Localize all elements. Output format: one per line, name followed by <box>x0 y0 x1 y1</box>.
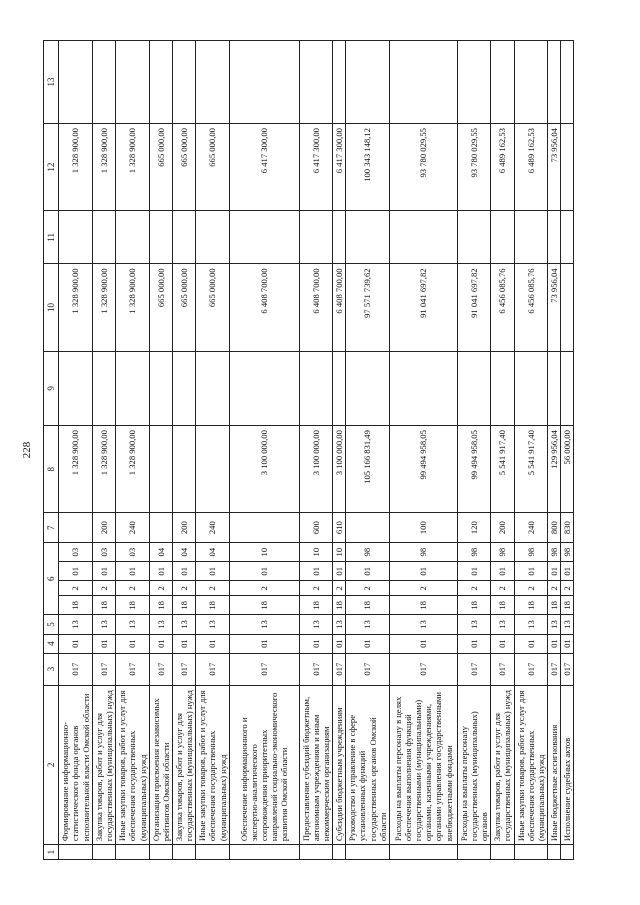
cell-c5: 13 <box>229 615 299 634</box>
cell-c13 <box>547 41 560 124</box>
column-header: 6 <box>44 543 59 615</box>
cell-c12: 665 000,00 <box>149 124 172 211</box>
cell-c6b: 2 <box>491 581 514 596</box>
cell-c4: 01 <box>116 634 149 653</box>
cell-c13 <box>299 41 332 124</box>
cell-c6b: 2 <box>116 581 149 596</box>
row-cell-empty <box>346 845 390 860</box>
row-cell-empty <box>514 845 547 860</box>
cell-c13 <box>149 41 172 124</box>
cell-c6a: 18 <box>59 596 93 615</box>
cell-c4: 01 <box>93 634 116 653</box>
cell-c3: 017 <box>491 653 514 685</box>
cell-c7: 120 <box>457 513 490 543</box>
cell-c6b: 2 <box>59 581 93 596</box>
cell-c6c: 01 <box>116 562 149 581</box>
row-name: Формирование информационно-статистического фонда органов исполнительной власти Омской области <box>59 685 93 845</box>
cell-c3: 017 <box>59 653 93 685</box>
cell-c5: 13 <box>149 615 172 634</box>
cell-c6a: 18 <box>196 596 229 615</box>
cell-c6a: 18 <box>116 596 149 615</box>
column-header: 7 <box>44 513 59 543</box>
row-name: Организация присвоения независимых рейтингов Омской области <box>149 685 172 845</box>
cell-c10: 97 571 739,62 <box>346 264 390 351</box>
cell-c6d: 03 <box>59 543 93 562</box>
cell-c10: 1 328 900,00 <box>93 264 116 351</box>
cell-c6d: 98 <box>389 543 457 562</box>
cell-c6a: 18 <box>547 596 560 615</box>
cell-c6c: 01 <box>196 562 229 581</box>
cell-c9 <box>149 351 172 425</box>
cell-c11 <box>93 211 116 264</box>
cell-c3: 017 <box>229 653 299 685</box>
cell-c12: 6 417 300,00 <box>229 124 299 211</box>
cell-c6d: 03 <box>93 543 116 562</box>
cell-c9 <box>172 351 195 425</box>
cell-c8: 3 100 000,00 <box>333 426 346 513</box>
table-row <box>561 41 574 860</box>
row-cell-empty <box>149 845 172 860</box>
row-name: Закупка товаров, работ и услуг для государственных (муниципальных) нужд <box>491 685 514 845</box>
cell-c10: 665 000,00 <box>172 264 195 351</box>
cell-c11 <box>514 211 547 264</box>
table-row <box>333 41 346 860</box>
cell-c8: 1 328 900,00 <box>59 426 93 513</box>
cell-c8: 1 328 900,00 <box>93 426 116 513</box>
row-name: Закупка товаров, работ и услуг для государственных (муниципальных) нужд <box>93 685 116 845</box>
cell-c12: 93 780 029,55 <box>457 124 490 211</box>
cell-c4: 01 <box>547 634 560 653</box>
cell-c6d: 04 <box>196 543 229 562</box>
cell-c11 <box>299 211 332 264</box>
row-cell-empty <box>59 845 93 860</box>
cell-c12: 665 000,00 <box>196 124 229 211</box>
cell-c6b: 2 <box>333 581 346 596</box>
cell-c11 <box>172 211 195 264</box>
cell-c9 <box>196 351 229 425</box>
column-header: 9 <box>44 351 59 425</box>
cell-c3: 017 <box>333 653 346 685</box>
cell-c7: 200 <box>93 513 116 543</box>
cell-c10: 1 328 900,00 <box>116 264 149 351</box>
cell-c13 <box>196 41 229 124</box>
cell-c6c: 01 <box>389 562 457 581</box>
cell-c11 <box>149 211 172 264</box>
cell-c6d: 98 <box>561 543 574 562</box>
cell-c7 <box>149 513 172 543</box>
cell-c8 <box>196 426 229 513</box>
cell-c12 <box>561 124 574 211</box>
cell-c11 <box>229 211 299 264</box>
table-row <box>547 41 560 860</box>
cell-c6d: 03 <box>116 543 149 562</box>
cell-c12: 100 343 148,12 <box>346 124 390 211</box>
cell-c13 <box>457 41 490 124</box>
cell-c6c: 01 <box>59 562 93 581</box>
cell-c12: 1 328 900,00 <box>59 124 93 211</box>
column-header: 12 <box>44 124 59 211</box>
row-cell-empty <box>172 845 195 860</box>
cell-c4: 01 <box>149 634 172 653</box>
cell-c8: 105 166 831,49 <box>346 426 390 513</box>
cell-c3: 017 <box>561 653 574 685</box>
cell-c3: 017 <box>457 653 490 685</box>
cell-c5: 13 <box>172 615 195 634</box>
cell-c13 <box>333 41 346 124</box>
cell-c4: 01 <box>491 634 514 653</box>
cell-c12: 93 780 029,55 <box>389 124 457 211</box>
cell-c6b: 2 <box>457 581 490 596</box>
cell-c9 <box>59 351 93 425</box>
cell-c3: 017 <box>514 653 547 685</box>
cell-c8: 5 541 917,40 <box>491 426 514 513</box>
table-row <box>229 41 299 860</box>
table-body <box>59 41 574 860</box>
cell-c6a: 18 <box>389 596 457 615</box>
cell-c6c: 01 <box>149 562 172 581</box>
cell-c7 <box>229 513 299 543</box>
cell-c13 <box>514 41 547 124</box>
table-row <box>514 41 547 860</box>
cell-c8 <box>172 426 195 513</box>
row-name: Иные бюджетные ассигнования <box>547 685 560 845</box>
cell-c6b: 2 <box>93 581 116 596</box>
row-cell-empty <box>561 845 574 860</box>
cell-c11 <box>346 211 390 264</box>
cell-c6a: 18 <box>457 596 490 615</box>
cell-c4: 01 <box>333 634 346 653</box>
table-row <box>457 41 490 860</box>
cell-c6b: 2 <box>389 581 457 596</box>
cell-c6d: 98 <box>491 543 514 562</box>
table-row <box>59 41 93 860</box>
cell-c8: 3 100 000,00 <box>299 426 332 513</box>
cell-c5: 13 <box>333 615 346 634</box>
cell-c9 <box>116 351 149 425</box>
budget-table <box>43 40 574 860</box>
cell-c13 <box>389 41 457 124</box>
row-cell-empty <box>229 845 299 860</box>
cell-c6a: 18 <box>93 596 116 615</box>
cell-c12: 6 417 300,00 <box>299 124 332 211</box>
cell-c8: 1 328 900,00 <box>116 426 149 513</box>
table-row <box>299 41 332 860</box>
cell-c7: 100 <box>389 513 457 543</box>
cell-c5: 13 <box>346 615 390 634</box>
cell-c13 <box>93 41 116 124</box>
cell-c6d: 04 <box>172 543 195 562</box>
page-number: 228 <box>21 441 33 459</box>
row-cell-empty <box>93 845 116 860</box>
cell-c11 <box>333 211 346 264</box>
cell-c6d: 98 <box>457 543 490 562</box>
cell-c6c: 01 <box>333 562 346 581</box>
cell-c13 <box>346 41 390 124</box>
cell-c10: 665 000,00 <box>196 264 229 351</box>
row-cell-empty <box>457 845 490 860</box>
column-header: 1 <box>44 845 59 860</box>
cell-c12: 6 489 162,53 <box>491 124 514 211</box>
table-row <box>491 41 514 860</box>
cell-c11 <box>547 211 560 264</box>
cell-c6d: 10 <box>333 543 346 562</box>
cell-c13 <box>491 41 514 124</box>
cell-c6d: 10 <box>229 543 299 562</box>
cell-c6c: 01 <box>514 562 547 581</box>
cell-c8 <box>149 426 172 513</box>
cell-c7: 240 <box>196 513 229 543</box>
cell-c13 <box>172 41 195 124</box>
cell-c10: 6 408 700,00 <box>333 264 346 351</box>
cell-c6b: 2 <box>149 581 172 596</box>
column-header: 13 <box>44 41 59 124</box>
cell-c6c: 01 <box>299 562 332 581</box>
cell-c6b: 2 <box>346 581 390 596</box>
cell-c9 <box>457 351 490 425</box>
cell-c5: 13 <box>547 615 560 634</box>
row-name: Закупка товаров, работ и услуг для государственных (муниципальных) нужд <box>172 685 195 845</box>
cell-c5: 13 <box>116 615 149 634</box>
row-name: Руководство и управление в сфере установленных функций государственных органов Омской области <box>346 685 390 845</box>
cell-c4: 01 <box>561 634 574 653</box>
cell-c11 <box>491 211 514 264</box>
row-cell-empty <box>547 845 560 860</box>
cell-c9 <box>389 351 457 425</box>
cell-c6a: 18 <box>299 596 332 615</box>
table-row <box>389 41 457 860</box>
column-header: 10 <box>44 264 59 351</box>
cell-c6c: 01 <box>172 562 195 581</box>
cell-c9 <box>547 351 560 425</box>
column-header: 8 <box>44 426 59 513</box>
row-name: Иные закупки товаров, работ и услуг для обеспечения государственных (муниципальных) нужд <box>116 685 149 845</box>
cell-c8: 56 000,00 <box>561 426 574 513</box>
cell-c7 <box>59 513 93 543</box>
cell-c4: 01 <box>172 634 195 653</box>
cell-c3: 017 <box>346 653 390 685</box>
cell-c12: 1 328 900,00 <box>116 124 149 211</box>
cell-c6c: 01 <box>561 562 574 581</box>
cell-c3: 017 <box>196 653 229 685</box>
cell-c6c: 01 <box>93 562 116 581</box>
row-cell-empty <box>196 845 229 860</box>
cell-c10: 665 000,00 <box>149 264 172 351</box>
row-name: Иные закупки товаров, работ и услуг для обеспечения государственных (муниципальных) нужд <box>196 685 229 845</box>
cell-c7 <box>346 513 390 543</box>
cell-c6a: 18 <box>491 596 514 615</box>
cell-c13 <box>229 41 299 124</box>
cell-c8: 5 541 917,40 <box>514 426 547 513</box>
cell-c4: 01 <box>346 634 390 653</box>
cell-c6d: 10 <box>299 543 332 562</box>
cell-c10: 6 408 700,00 <box>299 264 332 351</box>
cell-c3: 017 <box>116 653 149 685</box>
cell-c10: 91 041 697,82 <box>457 264 490 351</box>
row-name: Предоставление субсидий бюджетным, автономным учреждениям и иным некоммерческим организациям <box>299 685 332 845</box>
cell-c12: 665 000,00 <box>172 124 195 211</box>
cell-c7: 240 <box>514 513 547 543</box>
cell-c3: 017 <box>389 653 457 685</box>
cell-c11 <box>389 211 457 264</box>
cell-c10: 91 041 697,82 <box>389 264 457 351</box>
row-name: Расходы на выплаты персоналу государственных (муниципальных) органов <box>457 685 490 845</box>
row-name: Обеспечение информационного и экспертно-аналитического сопровождения приоритетных направлений социально-экономического развития Омской области <box>229 685 299 845</box>
cell-c4: 01 <box>59 634 93 653</box>
cell-c6b: 2 <box>561 581 574 596</box>
cell-c9 <box>346 351 390 425</box>
cell-c8: 3 100 000,00 <box>229 426 299 513</box>
table-row <box>93 41 116 860</box>
cell-c11 <box>116 211 149 264</box>
table-row <box>116 41 149 860</box>
cell-c6d: 98 <box>346 543 390 562</box>
cell-c4: 01 <box>196 634 229 653</box>
cell-c8: 99 494 958,05 <box>389 426 457 513</box>
cell-c13 <box>116 41 149 124</box>
cell-c9 <box>333 351 346 425</box>
row-name: Исполнение судебных актов <box>561 685 574 845</box>
row-cell-empty <box>116 845 149 860</box>
cell-c11 <box>457 211 490 264</box>
cell-c11 <box>59 211 93 264</box>
cell-c3: 017 <box>299 653 332 685</box>
column-header: 2 <box>44 685 59 845</box>
cell-c11 <box>561 211 574 264</box>
cell-c6b: 2 <box>196 581 229 596</box>
cell-c10 <box>561 264 574 351</box>
cell-c9 <box>491 351 514 425</box>
cell-c7: 600 <box>299 513 332 543</box>
table-row <box>346 41 390 860</box>
cell-c7: 200 <box>172 513 195 543</box>
cell-c8: 129 956,04 <box>547 426 560 513</box>
cell-c9 <box>514 351 547 425</box>
column-header: 4 <box>44 634 59 653</box>
cell-c6d: 04 <box>149 543 172 562</box>
cell-c6b: 2 <box>172 581 195 596</box>
row-name: Расходы на выплаты персоналу в целях обеспечения выполнения функций государственными (муниципальными) органами, казенными учреждениями, органами управления государственными внебюджетными фондами <box>389 685 457 845</box>
cell-c6a: 18 <box>561 596 574 615</box>
cell-c7: 830 <box>561 513 574 543</box>
cell-c6a: 18 <box>346 596 390 615</box>
cell-c4: 01 <box>229 634 299 653</box>
cell-c6a: 18 <box>172 596 195 615</box>
cell-c3: 017 <box>172 653 195 685</box>
cell-c10: 6 456 085,76 <box>514 264 547 351</box>
cell-c5: 13 <box>514 615 547 634</box>
cell-c6c: 01 <box>346 562 390 581</box>
cell-c3: 017 <box>93 653 116 685</box>
cell-c6a: 18 <box>333 596 346 615</box>
cell-c5: 13 <box>59 615 93 634</box>
cell-c6c: 01 <box>457 562 490 581</box>
row-cell-empty <box>491 845 514 860</box>
cell-c5: 13 <box>561 615 574 634</box>
cell-c12: 6 417 300,00 <box>333 124 346 211</box>
cell-c6d: 98 <box>547 543 560 562</box>
cell-c10: 73 956,04 <box>547 264 560 351</box>
column-header: 3 <box>44 653 59 685</box>
cell-c11 <box>196 211 229 264</box>
cell-c10: 1 328 900,00 <box>59 264 93 351</box>
cell-c10: 6 456 085,76 <box>491 264 514 351</box>
cell-c10: 6 408 700,00 <box>229 264 299 351</box>
cell-c6b: 2 <box>229 581 299 596</box>
table-row <box>196 41 229 860</box>
cell-c5: 13 <box>196 615 229 634</box>
cell-c6a: 18 <box>229 596 299 615</box>
cell-c9 <box>299 351 332 425</box>
cell-c6c: 01 <box>491 562 514 581</box>
column-header: 5 <box>44 615 59 634</box>
cell-c12: 73 956,04 <box>547 124 560 211</box>
cell-c6b: 2 <box>299 581 332 596</box>
row-name: Иные закупки товаров, работ и услуг для обеспечения государственных (муниципальных) нужд <box>514 685 547 845</box>
header-row <box>44 41 59 860</box>
cell-c13 <box>59 41 93 124</box>
cell-c7: 800 <box>547 513 560 543</box>
cell-c9 <box>93 351 116 425</box>
cell-c12: 6 489 162,53 <box>514 124 547 211</box>
cell-c9 <box>561 351 574 425</box>
cell-c7: 610 <box>333 513 346 543</box>
cell-c6c: 01 <box>229 562 299 581</box>
cell-c3: 017 <box>547 653 560 685</box>
cell-c6d: 98 <box>514 543 547 562</box>
table-row <box>149 41 172 860</box>
cell-c13 <box>561 41 574 124</box>
cell-c5: 13 <box>93 615 116 634</box>
cell-c6c: 01 <box>547 562 560 581</box>
document-page <box>21 40 598 860</box>
cell-c4: 01 <box>389 634 457 653</box>
cell-c5: 13 <box>389 615 457 634</box>
cell-c4: 01 <box>299 634 332 653</box>
cell-c5: 13 <box>299 615 332 634</box>
cell-c6a: 18 <box>149 596 172 615</box>
cell-c6a: 18 <box>514 596 547 615</box>
row-name: Субсидии бюджетным учреждениям <box>333 685 346 845</box>
cell-c12: 1 328 900,00 <box>93 124 116 211</box>
cell-c7: 240 <box>116 513 149 543</box>
cell-c5: 13 <box>491 615 514 634</box>
cell-c6b: 2 <box>514 581 547 596</box>
row-cell-empty <box>299 845 332 860</box>
cell-c7: 200 <box>491 513 514 543</box>
row-cell-empty <box>389 845 457 860</box>
cell-c5: 13 <box>457 615 490 634</box>
cell-c4: 01 <box>514 634 547 653</box>
column-header: 11 <box>44 211 59 264</box>
table-row <box>172 41 195 860</box>
row-cell-empty <box>333 845 346 860</box>
cell-c3: 017 <box>149 653 172 685</box>
cell-c6b: 2 <box>547 581 560 596</box>
cell-c9 <box>229 351 299 425</box>
cell-c4: 01 <box>457 634 490 653</box>
cell-c8: 99 494 958,05 <box>457 426 490 513</box>
